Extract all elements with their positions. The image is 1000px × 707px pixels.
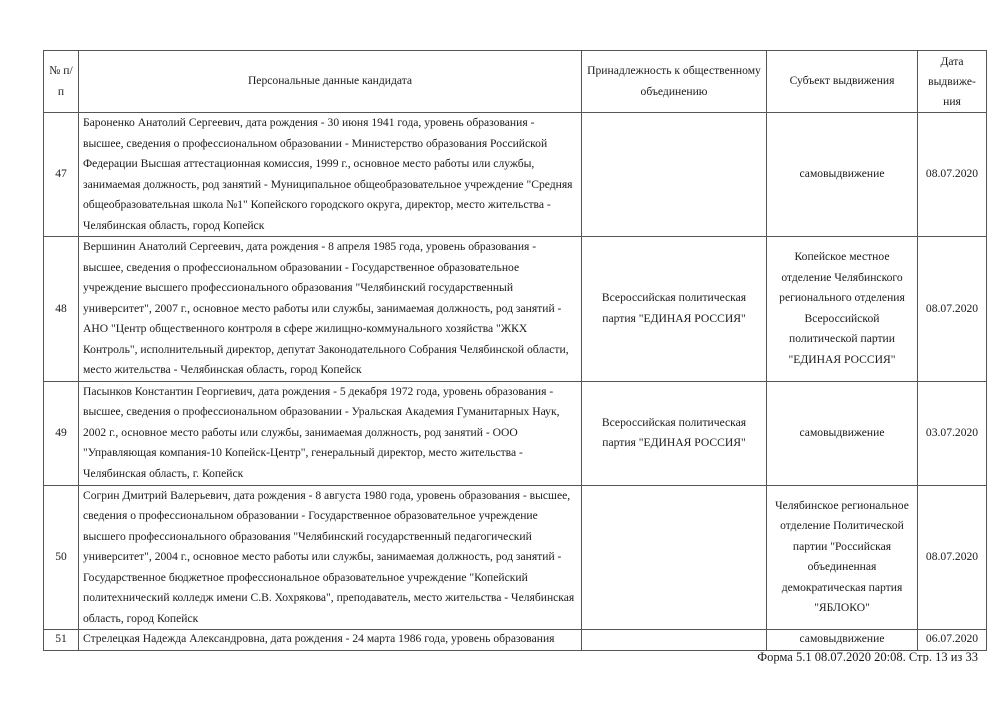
cell-num: 51	[44, 630, 79, 651]
cell-affiliation	[582, 485, 767, 630]
cell-num: 49	[44, 381, 79, 485]
candidates-table	[43, 50, 987, 651]
header-affiliation: Принадлежность к общественному объединению	[582, 51, 767, 113]
cell-personal-data: Стрелецкая Надежда Александровна, дата рождения - 24 марта 1986 года, уровень образования	[79, 630, 582, 651]
cell-personal-data: Бароненко Анатолий Сергеевич, дата рождения - 30 июня 1941 года, уровень образования - высшее, сведения о профессиональном образовании - Министерство образования Российской Федерации Высшая аттестационная комиссия, 1999 г., основное место работы или службы, занимаемая должность, род занятий - Муниципальное общеобразовательное учреждение "Средняя общеобразовательная школа №1" Копейского городского округа, директор, место жительства - Челябинская область, город Копейск	[79, 113, 582, 237]
cell-num: 50	[44, 485, 79, 630]
table-row	[44, 113, 987, 237]
cell-date: 06.07.2020	[918, 630, 987, 651]
cell-subject: самовыдвижение	[767, 113, 918, 237]
cell-personal-data: Пасынков Константин Георгиевич, дата рождения - 5 декабря 1972 года, уровень образования - высшее, сведения о профессиональном образовании - Уральская Академия Гуманитарных Наук, 2002 г., основное место работы или службы, занимаемая должность, род занятий - ООО "Управляющая компания-10 Копейск-Центр", генеральный директор, место жительства - Челябинская область, г. Копейск	[79, 381, 582, 485]
table-row	[44, 381, 987, 485]
cell-subject: самовыдвижение	[767, 630, 918, 651]
cell-subject: Копейское местное отделение Челябинского регионального отделения Всероссийской политической партии "ЕДИНАЯ РОССИЯ"	[767, 237, 918, 382]
header-date: Дата выдвиже-ния	[918, 51, 987, 113]
cell-num: 47	[44, 113, 79, 237]
header-personal-data: Персональные данные кандидата	[79, 51, 582, 113]
cell-date: 08.07.2020	[918, 485, 987, 630]
cell-affiliation	[582, 113, 767, 237]
header-num: № п/п	[44, 51, 79, 113]
cell-affiliation	[582, 630, 767, 651]
cell-subject: Челябинское региональное отделение Политической партии "Российская объединенная демократическая партия "ЯБЛОКО"	[767, 485, 918, 630]
table-row	[44, 630, 987, 651]
cell-date: 03.07.2020	[918, 381, 987, 485]
header-subject: Субъект выдвижения	[767, 51, 918, 113]
table-row	[44, 237, 987, 382]
cell-affiliation: Всероссийская политическая партия "ЕДИНАЯ РОССИЯ"	[582, 381, 767, 485]
table-row	[44, 485, 987, 630]
table-header-row	[44, 51, 987, 113]
cell-date: 08.07.2020	[918, 237, 987, 382]
cell-date: 08.07.2020	[918, 113, 987, 237]
cell-affiliation: Всероссийская политическая партия "ЕДИНАЯ РОССИЯ"	[582, 237, 767, 382]
cell-personal-data: Вершинин Анатолий Сергеевич, дата рождения - 8 апреля 1985 года, уровень образования - высшее, сведения о профессиональном образовании - Государственное образовательное учреждение высшего профессионального образования "Челябинский государственный университет", 2007 г., основное место работы или службы, занимаемая должность, род занятий - АНО "Центр общественного контроля в сфере жилищно-коммунального хозяйства "ЖКХ Контроль", исполнительный директор, депутат Законодательного Собрания Челябинской области, место жительства - Челябинская область, город Копейск	[79, 237, 582, 382]
cell-subject: самовыдвижение	[767, 381, 918, 485]
page-footer: Форма 5.1 08.07.2020 20:08. Стр. 13 из 33	[757, 650, 978, 664]
cell-personal-data: Согрин Дмитрий Валерьевич, дата рождения - 8 августа 1980 года, уровень образования - высшее, сведения о профессиональном образовании - Государственное образовательное учреждение высшего профессионального образования "Челябинский государственный педагогический университет", 2004 г., основное место работы или службы, занимаемая должность, род занятий - Государственное бюджетное профессиональное образовательное учреждение "Копейский политехнический колледж имени С.В. Хохрякова", преподаватель, место жительства - Челябинская область, город Копейск	[79, 485, 582, 630]
cell-num: 48	[44, 237, 79, 382]
